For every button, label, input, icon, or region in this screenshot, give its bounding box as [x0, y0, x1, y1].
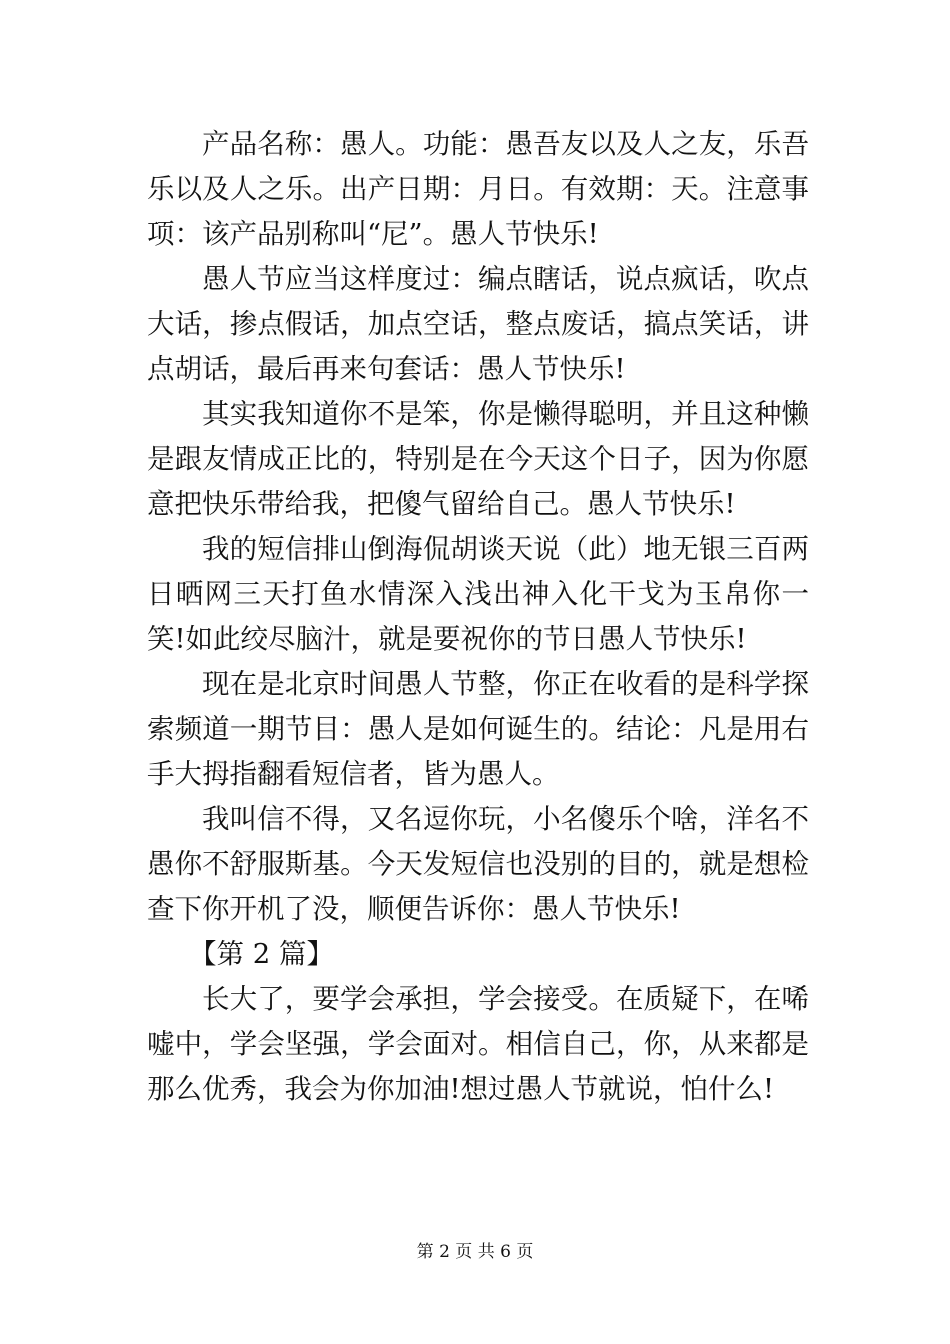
page-footer: 第 2 页 共 6 页	[416, 1242, 534, 1262]
paragraph-4: 我的短信排山倒海侃胡谈天说（此）地无银三百两日晒网三天打鱼水情深入浅出神入化干戈为玉帛你一笑!如此绞尽脑汁，就是要祝你的节日愚人节快乐!	[147, 533, 809, 655]
paragraph-1: 产品名称：愚人。功能：愚吾友以及人之友，乐吾乐以及人之乐。出产日期：月日。有效期：天。注意事项：该产品别称叫“尼”。愚人节快乐!	[147, 128, 809, 250]
paragraph-7: 长大了，要学会承担，学会接受。在质疑下，在唏嘘中，学会坚强，学会面对。相信自己，你，从来都是那么优秀，我会为你加油!想过愚人节就说，怕什么!	[147, 983, 809, 1105]
paragraph-2: 愚人节应当这样度过：编点瞎话，说点疯话，吹点大话，掺点假话，加点空话，整点废话，搞点笑话，讲点胡话，最后再来句套话：愚人节快乐!	[147, 263, 809, 385]
paragraph-5: 现在是北京时间愚人节整，你正在收看的是科学探索频道一期节目：愚人是如何诞生的。结论：凡是用右手大拇指翻看短信者，皆为愚人。	[147, 668, 809, 790]
section-heading: 【第 2 篇】	[189, 938, 334, 970]
paragraph-6: 我叫信不得，又名逗你玩，小名傻乐个啥，洋名不愚你不舒服斯基。今天发短信也没别的目的，就是想检查下你开机了没，顺便告诉你：愚人节快乐!	[147, 803, 809, 925]
paragraph-3: 其实我知道你不是笨，你是懒得聪明，并且这种懒是跟友情成正比的，特别是在今天这个日子，因为你愿意把快乐带给我，把傻气留给自己。愚人节快乐!	[147, 398, 809, 520]
document-body	[147, 122, 809, 1112]
